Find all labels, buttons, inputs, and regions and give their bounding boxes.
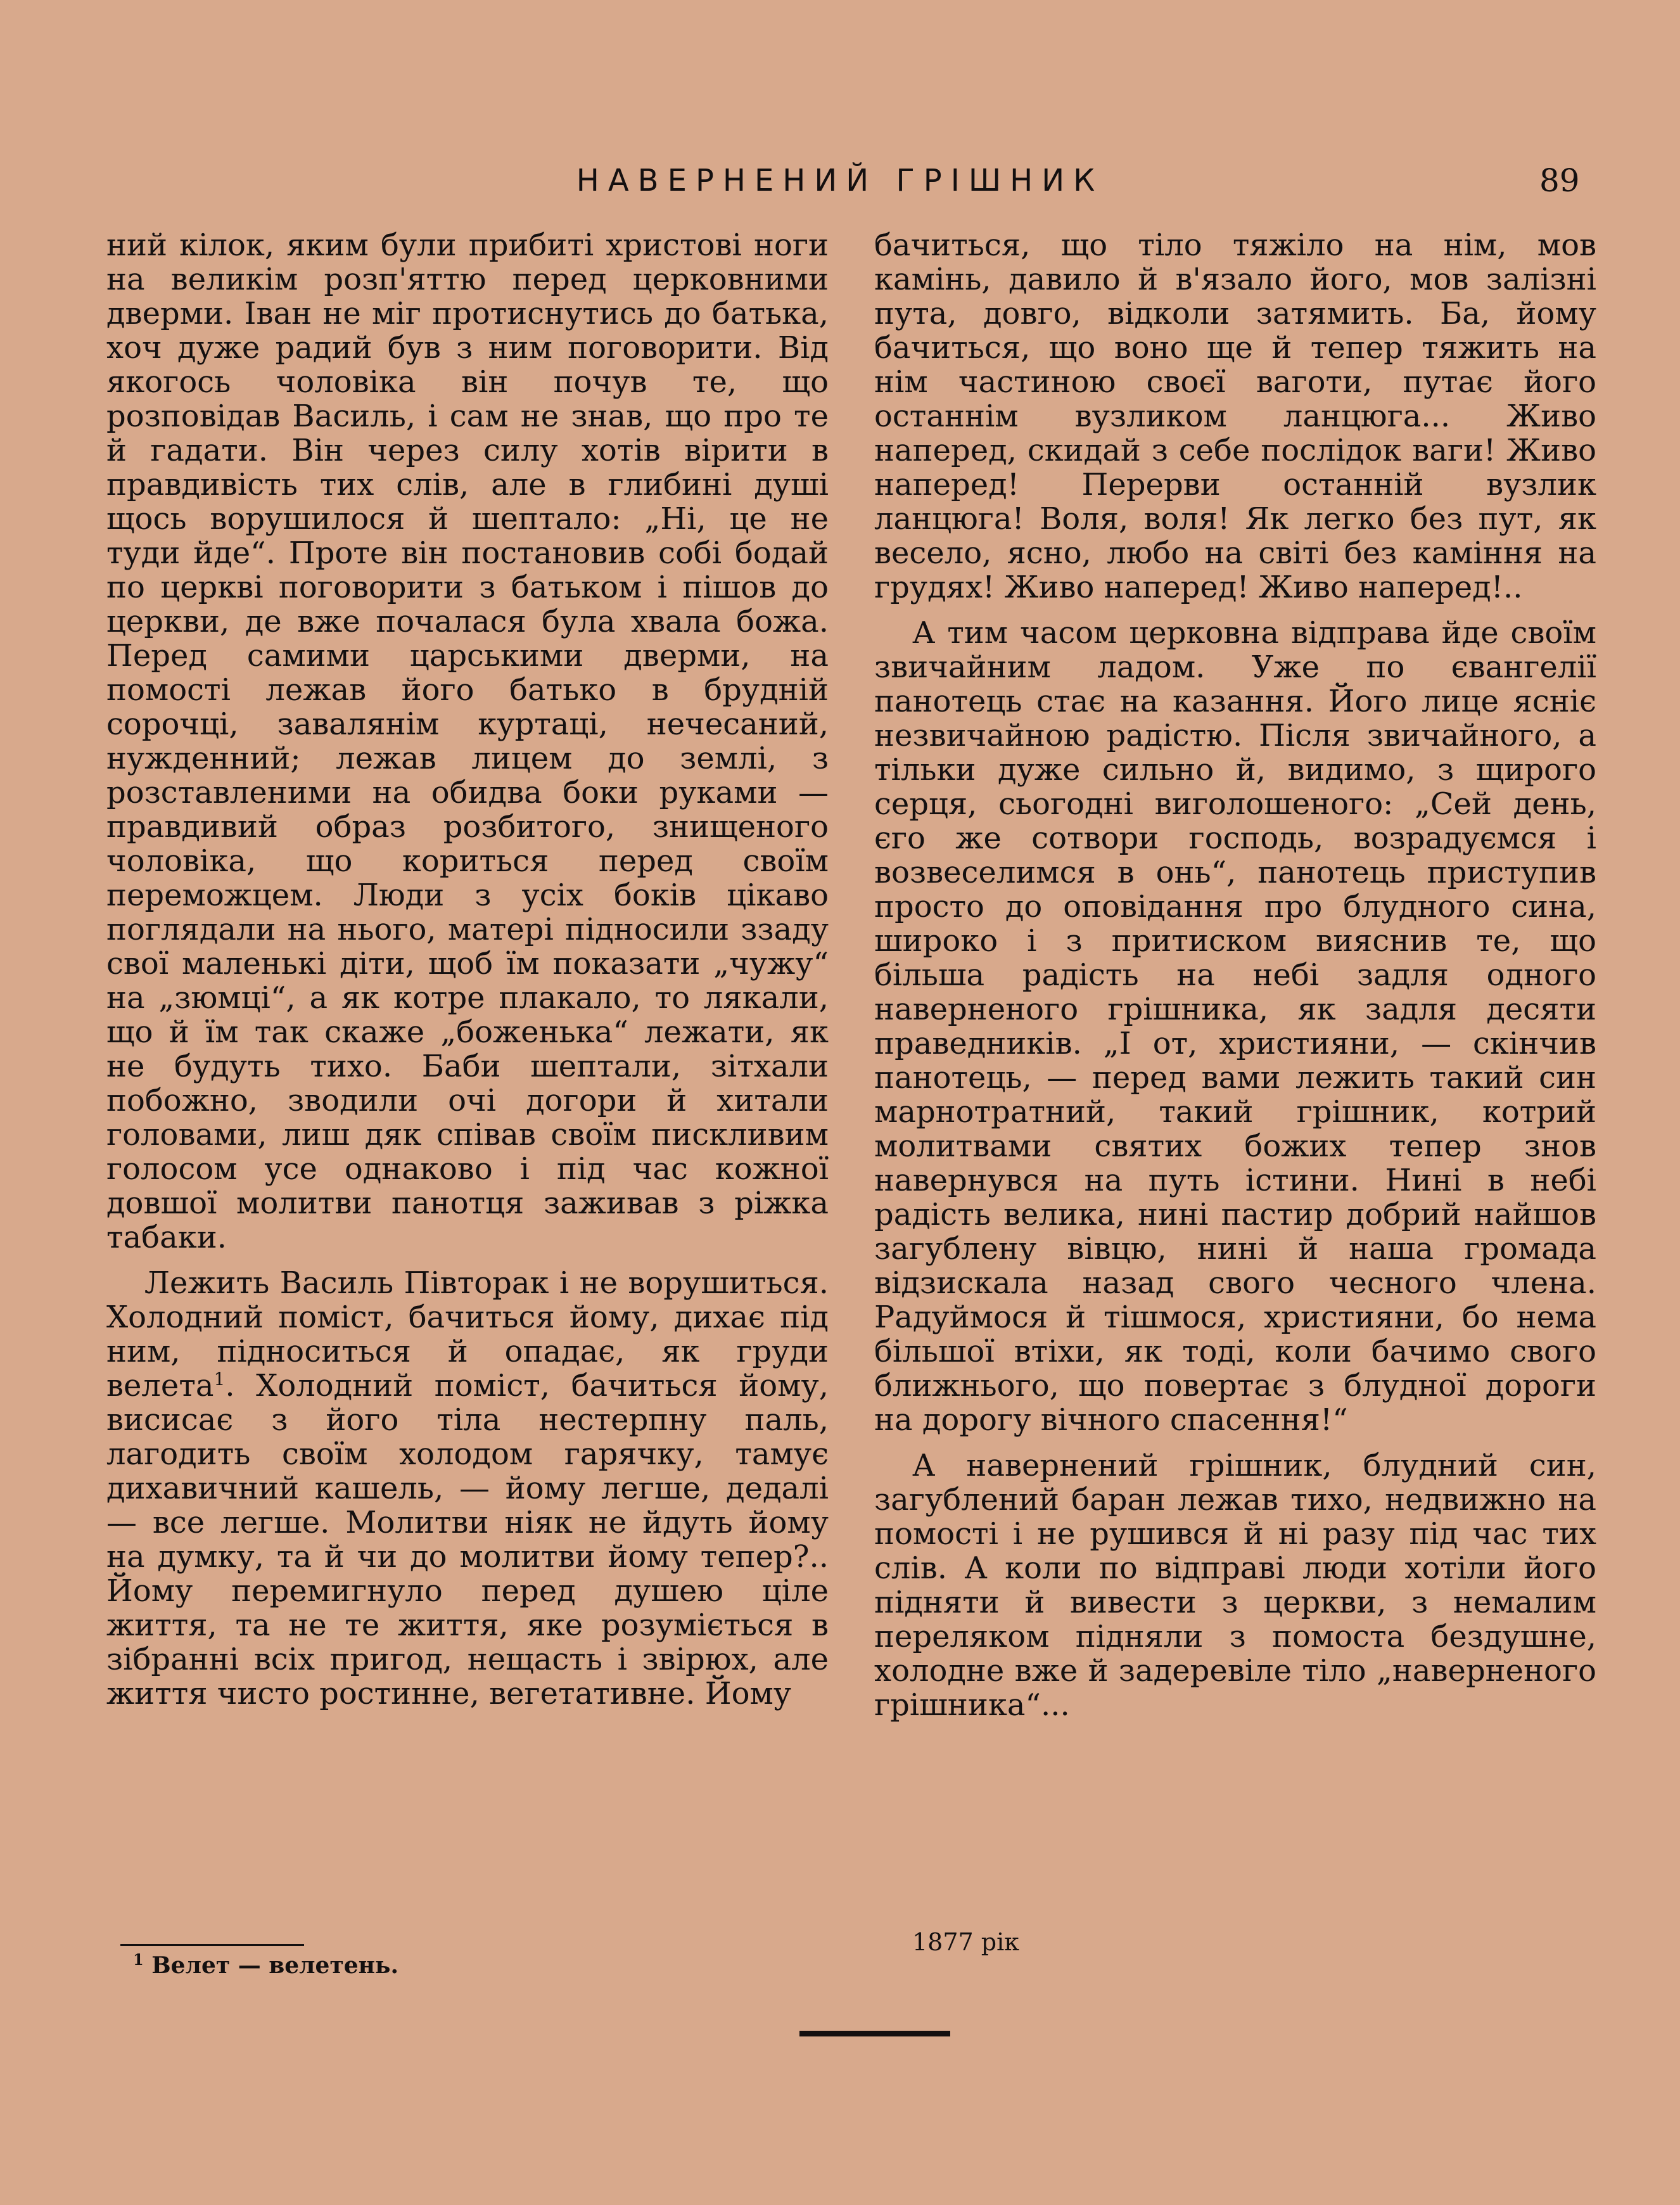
- footnote-marker: 1: [133, 1950, 144, 1969]
- paragraph: бачиться, що тіло тяжіло на нім, мов камінь, давило й в'язало його, мов залізні пута, довго, відколи затямить. Ба, йому бачиться, що воно ще й тепер тяжить на нім частиною своєї ваготи, путає його останнім вузликом ланцюга... Живо наперед, скидай з себе послідок ваги! Живо наперед! Перерви останній вузлик ланцюга! Воля, воля! Як легко без пут, як весело, ясно, любо на світі без каміння на грудях! Живо наперед! Живо наперед!..: [874, 227, 1596, 605]
- left-column: [106, 228, 829, 1722]
- end-divider: [799, 2031, 950, 2036]
- footnote-reference: 1: [213, 1369, 226, 1390]
- page-number: 89: [1539, 162, 1580, 199]
- footnote-text: Велет — велетень.: [151, 1952, 398, 1979]
- footnote: [133, 1950, 398, 1981]
- dateline: 1877 рік: [912, 1928, 1020, 1956]
- paragraph-text: . Холодний поміст, бачиться йому, висисає з його тіла нестерпну паль, лагодить своїм холодом гарячку, тамує дихавичний кашель, — йому легше, дедалі — все легше. Молитви ніяк не йдуть йому на думку, та й чи до молитви йому тепер?.. Йому перемигнуло перед душею ціле життя, та не те життя, яке розуміється в зібранні всіх пригод, нещасть і звірюх, але життя чисто ростинне, вегетативне. Йому: [106, 1368, 829, 1711]
- running-title: НАВЕРНЕНИЙ ГРІШНИК: [576, 163, 1104, 198]
- paragraph-text: Лежить Василь Півторак і не ворушиться. Холодний поміст, бачиться йому, дихає під ним, підноситься й опадає, як груди велета: [106, 1265, 829, 1403]
- paragraph: ний кілок, яким були прибиті христові ноги на великім розп'яттю перед церковними дверми. Іван не міг протиснутись до батька, хоч дуже радий був з ним поговорити. Від якогось чоловіка він почув те, що розповідав Василь, і сам не знав, що про те й гадати. Він через силу хотів вірити в правдивість тих слів, але в глибині душі щось ворушилося й шептало: „Ні, це не туди йде“. Проте він постановив собі бодай по церкві поговорити з батьком і пішов до церкви, де вже почалася була хвала божа. Перед самими царськими дверми, на помості лежав його батько в брудній сорочці, завалянім куртаці, нечесаний, нужденний; лежав лицем до землі, з розставленими на обидва боки руками — правдивий образ розбитого, знищеного чоловіка, що кориться перед своїм переможцем. Люди з усіх боків цікаво поглядали на нього, матері підносили ззаду свої маленькі діти, щоб їм показати „чужу“ на „зюмці“, а як котре плакало, то лякали, що й їм так скаже „боженька“ лежати, як не будуть тихо. Баби шептали, зітхали побожно, зводили очі догори й хитали головами, лиш дяк співав своїм пискливим голосом усе однаково і під час кожної довшої молитви панотця заживав з ріжка табаки.: [106, 227, 829, 1255]
- right-column: [874, 228, 1596, 1734]
- paragraph: А тим часом церковна відправа йде своїм звичайним ладом. Уже по євангелії панотець стає на казання. Його лице ясніє незвичайною радістю. Після звичайного, а тільки дуже сильно й, видимо, з щирого серця, сьогодні виголошеного: „Сей день, єго же сотвори господь, возрадуємся і возвеселимся в онь“, панотець приступив просто до оповідання про блудного сина, широко і з притиском вияснив те, що більша радість на небі задля одного наверненого грішника, як задля десяти праведників. „І от, християни, — скінчив панотець, — перед вами лежить такий син марнотратний, такий грішник, котрий молитвами святих божих тепер знов навернувся на путь істини. Нині в небі радість велика, нині пастир добрий найшов загублену вівцю, нині й наша громада відзискала назад свого чесного члена. Радуймося й тішмося, християни, бо нема більшої втіхи, як тоді, коли бачимо свого ближнього, що повертає з блудної дороги на дорогу вічного спасення!“: [874, 615, 1596, 1438]
- footnote-divider: [120, 1944, 304, 1946]
- paragraph: [106, 1266, 829, 1711]
- paragraph: А навернений грішник, блудний син, загублений баран лежав тихо, недвижно на помості і не рушився й ні разу під час тих слів. А коли по відправі люди хотіли його підняти й вивести з церкви, з немалим переляком підняли з помоста бездушне, холодне вже й задеревіле тіло „наверненого грішника“...: [874, 1448, 1596, 1723]
